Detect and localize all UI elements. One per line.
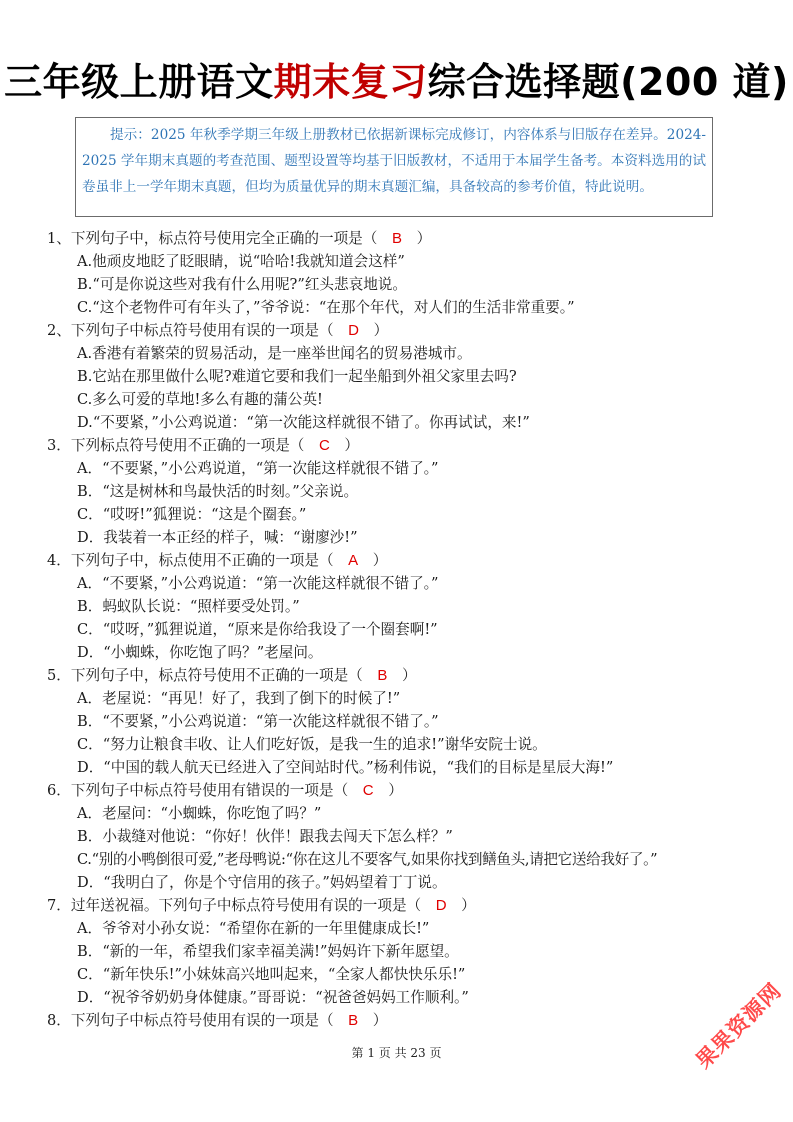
question-close-paren: ） — [416, 230, 432, 247]
question-stem — [47, 319, 767, 342]
question-close-paren: ） — [373, 322, 389, 339]
option-item: D．“中国的载人航天已经进入了空间站时代。”杨利伟说，“我们的目标是星辰大海!” — [77, 759, 614, 776]
notice-text: 提示：2025 年秋季学期三年级上册教材已依据新课标完成修订，内容体系与旧版存在差异。2024-2025 学年期末真题的考查范围、题型设置等均基于旧版教材，不适用于本届学生备考。本资料选用的试卷虽非上一学年期末真题，但均为质量优异的期末真题汇编，具备较高的参考价值，特此说明。 — [82, 127, 706, 195]
option-item: A．爷爷对小孙女说：“希望你在新的一年里健康成长!” — [77, 920, 430, 937]
question-close-paren: ） — [372, 1012, 388, 1029]
option-item: C.多么可爱的草地!多么有趣的蒲公英! — [77, 391, 323, 408]
option-item: A.他顽皮地眨了眨眼睛，说“哈哈!我就知道会这样” — [77, 253, 405, 270]
option-item: A．老屋问：“小蜘蛛，你吃饱了吗？” — [77, 805, 322, 822]
question-stem — [47, 227, 767, 250]
question-text: 3．下列标点符号使用不正确的一项是（ — [47, 437, 305, 454]
answer-label: B — [377, 667, 388, 684]
answer-label: A — [348, 552, 359, 569]
option-item: D．“我明白了，你是个守信用的孩子。”妈妈望着丁丁说。 — [77, 874, 447, 891]
question-close-paren: ） — [344, 437, 360, 454]
question-close-paren: ） — [372, 552, 388, 569]
question-stem — [47, 894, 767, 917]
question-text: 6．下列句子中标点符号使用有错误的一项是（ — [47, 782, 349, 799]
answer-label: C — [318, 437, 330, 454]
option-item: B.它站在那里做什么呢?难道它要和我们一起坐船到外祖父家里去吗? — [77, 368, 517, 385]
option-item: B．蚂蚁队长说：“照样要受处罚。” — [77, 598, 300, 615]
option-item: B．“这是树林和鸟最快活的时刻。”父亲说。 — [77, 483, 359, 500]
answer-label: B — [348, 1012, 359, 1029]
title-highlight: 期末复习 — [273, 60, 428, 104]
question-text: 2、下列句子中标点符号使用有误的一项是（ — [47, 322, 334, 339]
option-item: D．“小蜘蛛，你吃饱了吗？”老屋问。 — [77, 644, 323, 661]
option-item: B．小裁缝对他说：“你好！伙伴！跟我去闯天下怎么样？” — [77, 828, 453, 845]
answer-label: C — [362, 782, 374, 799]
option-item: B.“可是你说这些对我有什么用呢?”红头悲哀地说。 — [77, 276, 407, 293]
option-item: C.“别的小鸭倒很可爱,”老母鸭说:“你在这儿不要客气,如果你找到鳝鱼头,请把它送给我好了。” — [77, 851, 658, 868]
option-item: B．“新的一年，希望我们家幸福美满!”妈妈许下新年愿望。 — [77, 943, 459, 960]
question-text: 7．过年送祝福。下列句子中标点符号使用有误的一项是（ — [47, 897, 422, 914]
question-close-paren: ） — [461, 897, 476, 914]
question-stem — [47, 1009, 767, 1032]
answer-label: B — [391, 230, 402, 247]
question-text: 4．下列句子中，标点使用不正确的一项是（ — [47, 552, 334, 569]
option-item: C．“哎呀，”狐狸说道，“原来是你给我设了一个圈套啊!” — [77, 621, 438, 638]
answer-label: D — [348, 322, 360, 339]
option-item: C.“这个老物件可有年头了，”爷爷说：“在那个年代，对人们的生活非常重要。” — [77, 299, 575, 316]
option-item: A.香港有着繁荣的贸易活动，是一座举世闻名的贸易港城市。 — [77, 345, 472, 362]
watermark: 果果资源网 — [691, 978, 787, 1074]
question-text: 5．下列句子中，标点符号使用不正确的一项是（ — [47, 667, 363, 684]
option-item: D．“祝爷爷奶奶身体健康。”哥哥说：“祝爸爸妈妈工作顺利。” — [77, 989, 469, 1006]
question-stem — [47, 434, 767, 457]
question-stem — [47, 549, 767, 572]
question-stem — [47, 664, 767, 687]
page-footer: 第 1 页 共 23 页 — [351, 1046, 442, 1060]
option-item: C．“努力让粮食丰收、让人们吃好饭，是我一生的追求!”谢华安院士说。 — [77, 736, 547, 753]
question-close-paren: ） — [388, 782, 403, 799]
option-item: C．“哎呀!”狐狸说：“这是个圈套。” — [77, 506, 307, 523]
title-part2: 综合选择题(200 道) — [427, 60, 789, 104]
option-item: C．“新年快乐!”小妹妹高兴地叫起来，“全家人都快快乐乐!” — [77, 966, 466, 983]
option-item: A．老屋说：“再见！好了，我到了倒下的时候了!” — [77, 690, 401, 707]
question-text: 1、下列句子中，标点符号使用完全正确的一项是（ — [47, 230, 378, 247]
question-text: 8．下列句子中标点符号使用有误的一项是（ — [47, 1012, 334, 1029]
question-list — [47, 227, 767, 1032]
answer-label: D — [435, 897, 447, 914]
question-close-paren: ） — [401, 667, 417, 684]
notice-box — [75, 117, 713, 217]
option-item: A．“不要紧，”小公鸡说道，“第一次能这样就很不错了。” — [77, 460, 439, 477]
option-item: B．“不要紧，”小公鸡说道：“第一次能这样就很不错了。” — [77, 713, 439, 730]
option-item: D.“不要紧，”小公鸡说道：“第一次能这样就很不错了。你再试试，来!” — [77, 414, 530, 431]
question-stem — [47, 779, 767, 802]
page-title — [0, 56, 793, 108]
title-part1: 三年级上册语文 — [4, 60, 274, 104]
option-item: D．我装着一本正经的样子，喊：“谢廖沙!” — [77, 529, 358, 546]
option-item: A．“不要紧，”小公鸡说道：“第一次能这样就很不错了。” — [77, 575, 439, 592]
